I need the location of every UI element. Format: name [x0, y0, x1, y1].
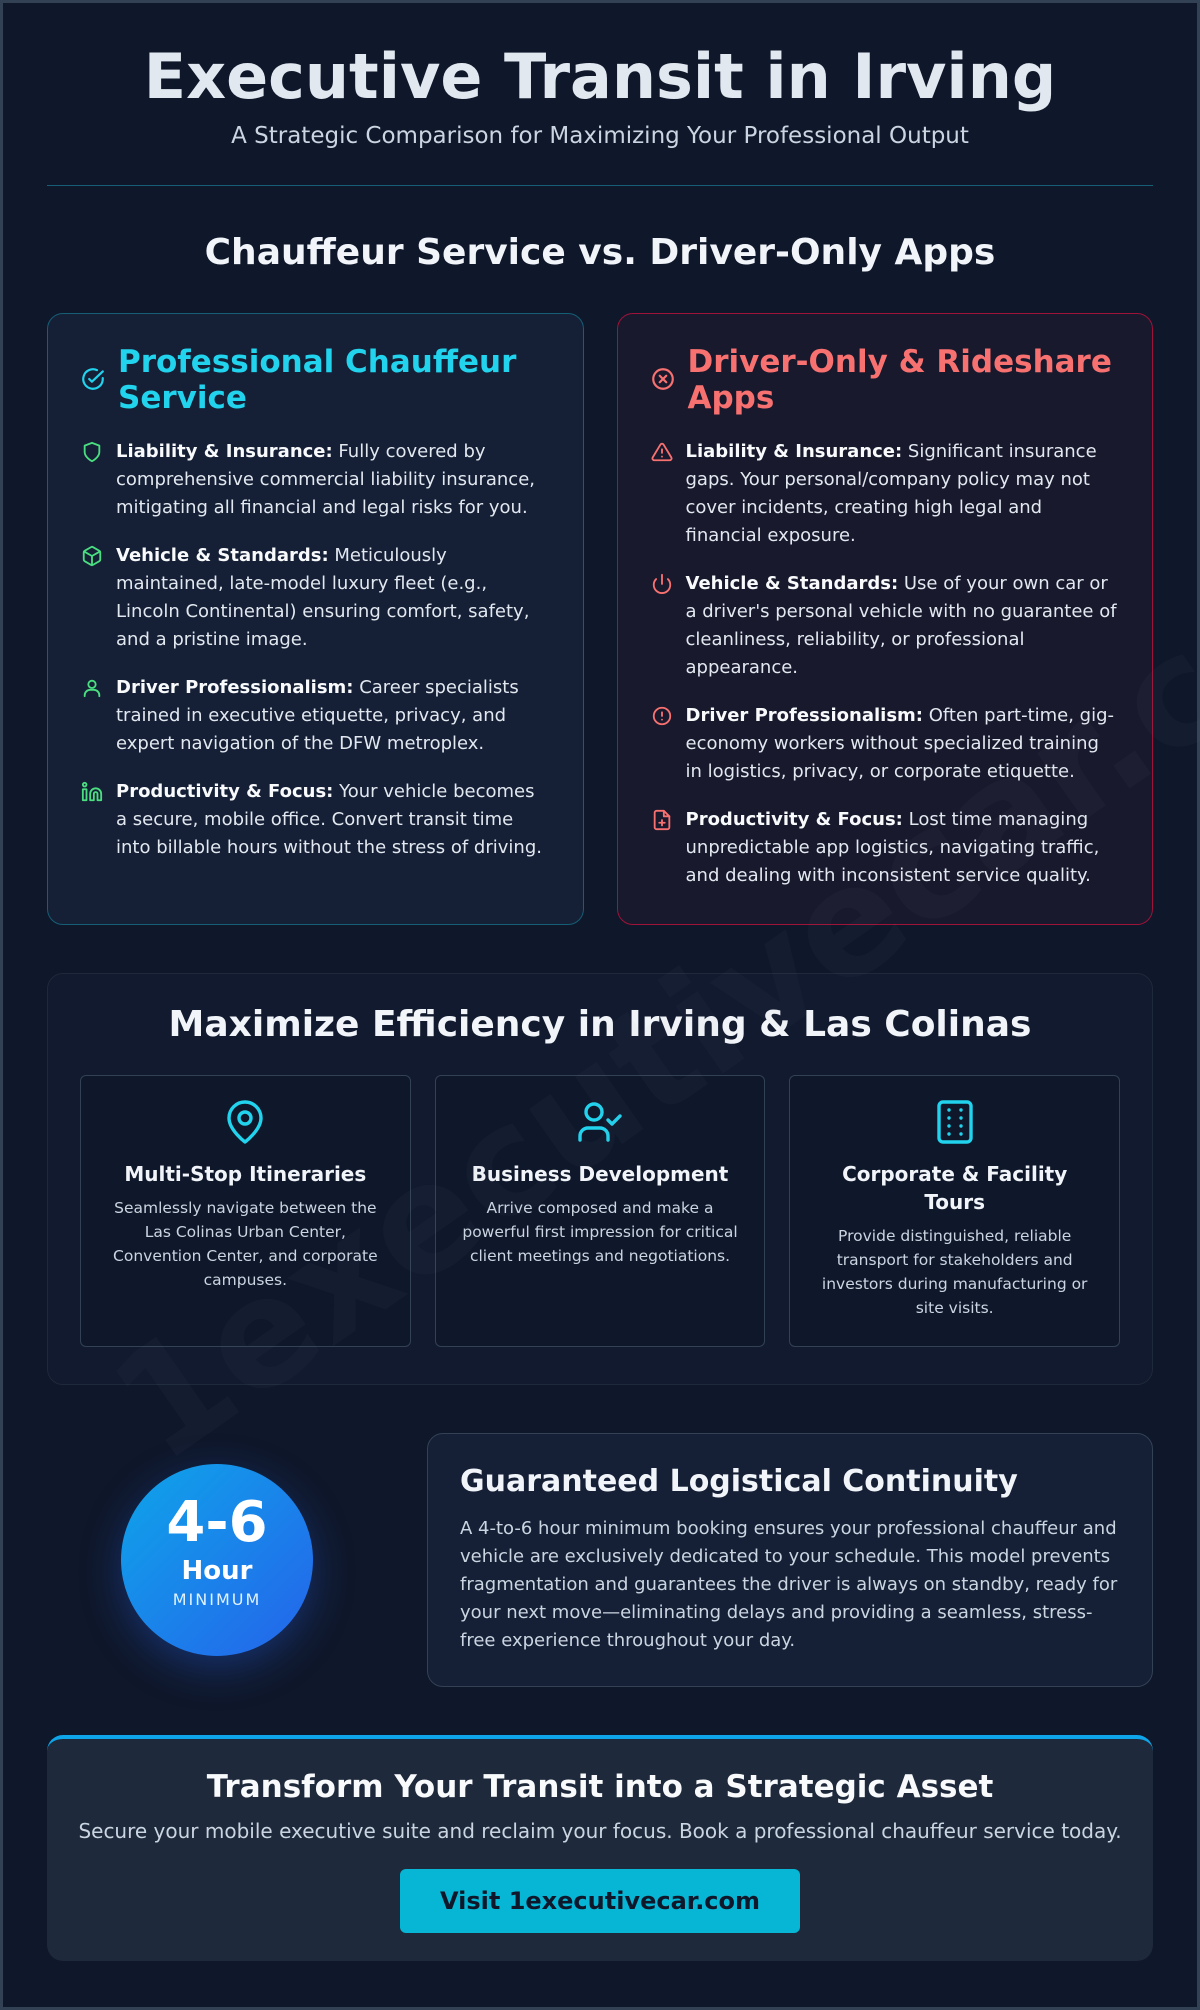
page-header [47, 3, 1153, 149]
list-item [650, 438, 1121, 550]
chauffeur-list [80, 438, 551, 862]
rideshare-card [617, 313, 1154, 925]
list-item-label: Driver Professionalism: [685, 705, 923, 726]
cta-text: Secure your mobile executive suite and reclaim your focus. Book a professional chauffeur service today. [78, 1819, 1122, 1843]
list-item [650, 806, 1121, 890]
list-item-text [116, 438, 551, 522]
continuity-text: A 4-to-6 hour minimum booking ensures your professional chauffeur and vehicle are exclusively dedicated to your schedule. This model prevents fragmentation and guarantees the driver is always on standby, ready for your next move—eliminating delays and providing a seamless, stress-free experience throughout your day. [460, 1518, 1118, 1651]
list-item [80, 438, 551, 522]
chauffeur-card-title: Professional Chauffeur Service [118, 344, 517, 416]
check-circle-icon [80, 366, 106, 392]
alert-circle-icon [650, 705, 674, 727]
list-item [80, 674, 551, 758]
x-circle-icon [650, 366, 676, 392]
continuity-title: Guaranteed Logistical Continuity [460, 1464, 1018, 1499]
page-subtitle: A Strategic Comparison for Maximizing Your Professional Output [231, 123, 969, 149]
tile-description: Seamlessly navigate between the Las Colinas Urban Center, Convention Center, and corporate campuses. [113, 1199, 378, 1289]
list-item [650, 702, 1121, 786]
list-item-label: Vehicle & Standards: [116, 545, 329, 566]
divider [47, 185, 1153, 186]
tile-title: Multi-Stop Itineraries [124, 1162, 367, 1186]
efficiency-tile [435, 1075, 766, 1347]
list-item-text [116, 674, 551, 758]
building-icon [931, 1098, 979, 1146]
list-item-body: Significant insurance gaps. Your personal/company policy may not cover incidents, creating high legal and financial exposure. [685, 441, 1097, 546]
list-item-label: Vehicle & Standards: [685, 573, 899, 594]
list-item-text [686, 570, 1121, 682]
efficiency-section [47, 973, 1153, 1385]
comparison-section [47, 313, 1153, 925]
chauffeur-card [47, 313, 584, 925]
shield-icon [80, 441, 104, 463]
chauffeur-card-header [80, 344, 551, 416]
page-title: Executive Transit in Irving [143, 40, 1057, 113]
tile-title: Corporate & Facility Tours [842, 1162, 1068, 1214]
warning-triangle-icon [650, 441, 674, 463]
badge-number: 4-6 [166, 1490, 268, 1555]
file-plus-icon [650, 809, 674, 831]
cta-section [47, 1735, 1153, 1961]
user-icon [80, 677, 104, 699]
minimum-badge [121, 1464, 313, 1656]
continuity-section [47, 1433, 1153, 1687]
efficiency-tile [789, 1075, 1120, 1347]
list-item-text [116, 542, 551, 654]
map-pin-icon [221, 1098, 269, 1146]
badge-caption: MINIMUM [172, 1590, 262, 1609]
cube-icon [80, 545, 104, 567]
efficiency-tiles [80, 1075, 1120, 1347]
tile-description: Arrive composed and make a powerful first impression for critical client meetings and negotiations. [462, 1199, 738, 1265]
list-item-body: Meticulously maintained, late-model luxury fleet (e.g., Lincoln Continental) ensuring comfort, safety, and a pristine image. [116, 545, 530, 650]
list-item-text [116, 778, 551, 862]
rideshare-list [650, 438, 1121, 890]
efficiency-title: Maximize Efficiency in Irving & Las Colinas [168, 1004, 1032, 1045]
list-item-text [686, 438, 1121, 550]
cta-title: Transform Your Transit into a Strategic Asset [206, 1769, 994, 1805]
list-item-body: Lost time managing unpredictable app logistics, navigating traffic, and dealing with inconsistent service quality. [685, 809, 1100, 886]
tile-title: Business Development [471, 1162, 729, 1186]
list-item-body: Use of your own car or a driver's personal vehicle with no guarantee of cleanliness, reliability, or professional appearance. [685, 573, 1117, 678]
list-item [80, 542, 551, 654]
tile-description: Provide distinguished, reliable transport for stakeholders and investors during manufacturing or site visits. [821, 1227, 1088, 1317]
continuity-card [427, 1433, 1153, 1687]
efficiency-tile [80, 1075, 411, 1347]
list-item-label: Liability & Insurance: [685, 441, 903, 462]
minimum-badge-wrap [47, 1433, 427, 1687]
list-item-body: Fully covered by comprehensive commercial liability insurance, mitigating all financial and legal risks for you. [116, 441, 535, 518]
badge-unit: Hour [181, 1556, 253, 1586]
power-icon [650, 573, 674, 595]
list-item-text [686, 702, 1121, 786]
list-item [80, 778, 551, 862]
list-item-body: Often part-time, gig-economy workers without specialized training in logistics, privacy, or corporate etiquette. [685, 705, 1115, 782]
list-item-label: Productivity & Focus: [685, 809, 903, 830]
rideshare-card-title: Driver-Only & Rideshare Apps [687, 344, 1112, 416]
list-item-body: Your vehicle becomes a secure, mobile office. Convert transit time into billable hours without the stress of driving. [116, 781, 542, 858]
list-item-text [686, 806, 1121, 890]
list-item [650, 570, 1121, 682]
list-item-label: Productivity & Focus: [116, 781, 334, 802]
linkedin-icon [80, 781, 104, 803]
visit-website-button[interactable]: Visit 1executivecar.com [400, 1869, 800, 1933]
user-check-icon [575, 1098, 625, 1146]
rideshare-card-header [650, 344, 1121, 416]
list-item-label: Liability & Insurance: [116, 441, 333, 462]
list-item-label: Driver Professionalism: [116, 677, 354, 698]
list-item-body: Career specialists trained in executive etiquette, privacy, and expert navigation of the DFW metroplex. [116, 677, 519, 754]
comparison-title: Chauffeur Service vs. Driver-Only Apps [204, 232, 996, 273]
